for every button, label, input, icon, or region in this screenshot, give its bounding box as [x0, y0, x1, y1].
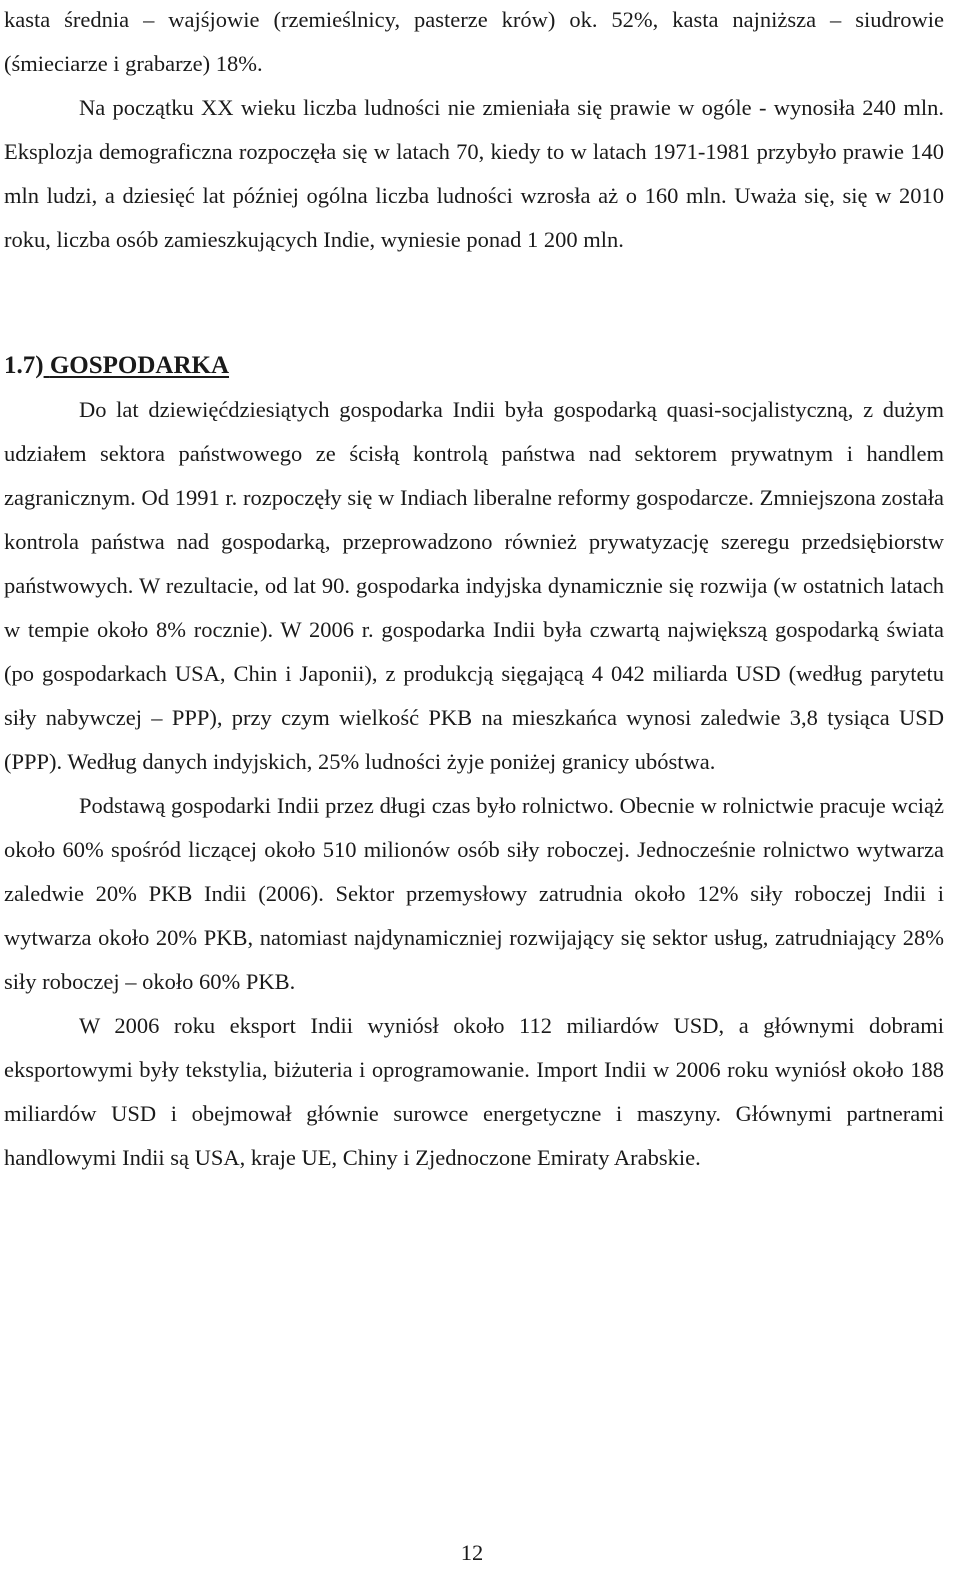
intro-paragraph-population: Na początku XX wieku liczba ludności nie zmieniała się prawie w ogóle - wynosiła 240 mln. Eksplozja demograficzna rozpoczęła się w latach 70, kiedy to w latach 1971-1981 przybyło prawie 140 mln ludzi, a dziesięć lat później ogólna liczba ludności wzrosła aż o 160 mln. Uważa się, się w 2010 roku, liczba osób zamieszkujących Indie, wyniesie ponad 1 200 mln.: [4, 95, 944, 252]
section-body: [4, 388, 944, 1180]
page-number: 12: [460, 1540, 484, 1565]
section-heading: [4, 344, 229, 388]
section-paragraph-agriculture: Podstawą gospodarki Indii przez długi czas było rolnictwo. Obecnie w rolnictwie pracuje wciąż około 60% spośród liczącej około 510 milionów osób siły roboczej. Jednocześnie rolnictwo wytwarza zaledwie 20% PKB Indii (2006). Sektor przemysłowy zatrudnia około 12% siły roboczej Indii i wytwarza około 20% PKB, natomiast najdynamiczniej rozwijający się sektor usług, zatrudniający 28% siły roboczej – około 60% PKB.: [4, 793, 944, 994]
intro-paragraph-caste: kasta średnia – wajśjowie (rzemieślnicy, pasterze krów) ok. 52%, kasta najniższa – siudrowie (śmieciarze i grabarze) 18%.: [4, 7, 944, 76]
section-paragraph-trade: W 2006 roku eksport Indii wyniósł około 112 miliardów USD, a głównymi dobrami eksportowymi były tekstylia, biżuteria i oprogramowanie. Import Indii w 2006 roku wyniósł około 188 miliardów USD i obejmował głównie surowce energetyczne i maszyny. Głównymi partnerami handlowymi Indii są USA, kraje UE, Chiny i Zjednoczone Emiraty Arabskie.: [4, 1013, 944, 1170]
intro-text: [4, 0, 944, 262]
section-paragraph-reforms: Do lat dziewięćdziesiątych gospodarka Indii była gospodarką quasi-socjalistyczną, z dużym udziałem sektora państwowego ze ścisłą kontrolą państwa nad sektorem prywatnym i handlem zagranicznym. Od 1991 r. rozpoczęły się w Indiach liberalne reformy gospodarcze. Zmniejszona została kontrola państwa nad gospodarką, przeprowadzono również prywatyzację szeregu przedsiębiorstw państwowych. W rezultacie, od lat 90. gospodarka indyjska dynamicznie się rozwija (w ostatnich latach w tempie około 8% rocznie). W 2006 r. gospodarka Indii była czwartą największą gospodarką świata (po gospodarkach USA, Chin i Japonii), z produkcją sięgającą 4 042 miliarda USD (według parytetu siły nabywczej – PPP), przy czym wielkość PKB na mieszkańca wynosi zaledwie 3,8 tysiąca USD (PPP). Według danych indyjskich, 25% ludności żyje poniżej granicy ubóstwa.: [4, 397, 944, 774]
section-number: 1.7): [4, 352, 44, 379]
section-title: GOSPODARKA: [49, 352, 230, 379]
